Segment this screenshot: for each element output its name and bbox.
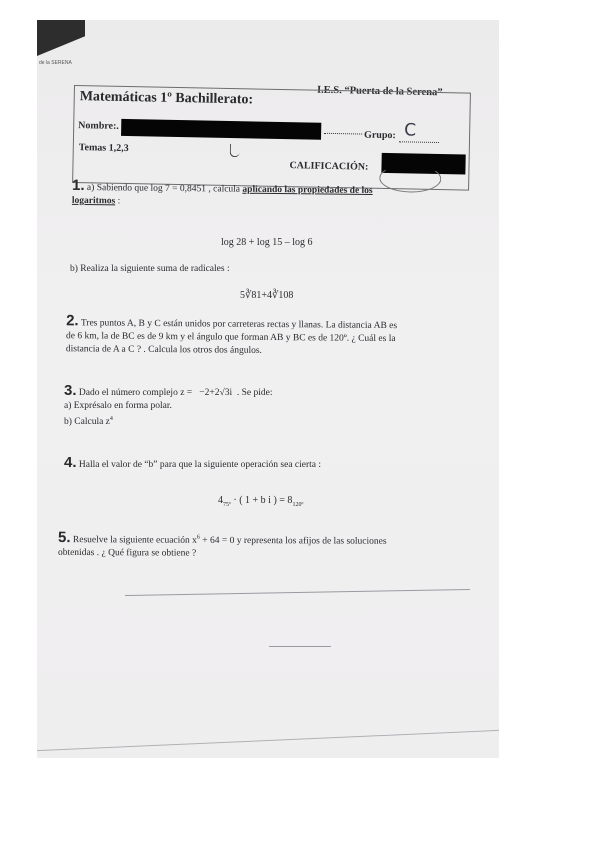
school-name: I.E.S. “Puerta de la Serena” [316, 84, 443, 99]
formula-base: 4 [218, 495, 223, 506]
q1a-colon: : [117, 196, 121, 207]
formula-sub-2: 120º [292, 502, 304, 508]
q2-line3: distancia de A a C ? . Calcula los otros dos ángulos. [65, 344, 262, 356]
exam-title: Matemáticas 1º Bachillerato: [79, 89, 254, 108]
q2-line1: Tres puntos A, B y C están unidos por carreteras rectas y llanas. La distancia AB es [80, 318, 398, 332]
q3-part-b: b) Calcula z [64, 417, 110, 428]
name-dots [324, 133, 362, 135]
group-value: C [403, 120, 417, 141]
question-number: 1. [72, 176, 85, 195]
pen-line-2 [269, 646, 331, 647]
question-5 [58, 531, 478, 562]
formula-complex [218, 495, 303, 508]
question-4 [64, 456, 464, 472]
q1a-text: a) Sabiendo que log 7 = 0,8451 , calcula [86, 183, 241, 195]
q3-intro: Dado el número complejo z = [78, 388, 193, 398]
q5-exponent: 6 [196, 534, 200, 541]
pen-line-1 [125, 589, 470, 596]
question-number: 2. [66, 312, 79, 330]
logo-caption: de la SERENA [39, 60, 72, 66]
pen-mark [230, 144, 240, 157]
question-number: 5. [57, 529, 71, 547]
formula-sub-1: 75º [223, 502, 231, 508]
question-2 [66, 314, 476, 360]
q5-line1b: + 64 = 0 y representa los afijos de las soluciones [199, 535, 387, 547]
q1a-emphasis: aplicando las propiedades de los [242, 184, 373, 197]
q3-exponent: 4 [109, 416, 113, 422]
redacted-name [121, 119, 321, 140]
q5-line1a: Resuelve la siguiente ecuación x [72, 535, 197, 546]
group-dots [399, 141, 439, 143]
question-1 [71, 176, 472, 212]
q1a-emphasis-2: logaritmos [71, 195, 116, 207]
exam-photo [37, 20, 499, 758]
q1b-text: b) Realiza la siguiente suma de radicales : [70, 264, 230, 274]
q2-line2: de 6 km, la de BC es de 9 km y el ángulo que forman AB y BC es de 120º. ¿ Cuál es la [65, 331, 396, 345]
formula-radicals: 5∛81+4∛108 [240, 290, 294, 301]
formula-log: log 28 + log 15 – log 6 [221, 237, 313, 248]
exam-header-box [72, 85, 471, 191]
grade-label: CALIFICACIÓN: [289, 160, 369, 173]
name-label: Nombre:. [78, 120, 119, 132]
q3-part-a: a) Exprésalo en forma polar. [64, 401, 172, 411]
table-edge [37, 730, 499, 751]
group-label: Grupo: [363, 129, 396, 142]
q3-complex-number: −2+2√3i [199, 388, 233, 398]
topics-label: Temas 1,2,3 [78, 142, 129, 155]
question-number: 3. [64, 382, 77, 399]
formula-middle: · ( 1 + b i ) = 8 [230, 495, 293, 506]
q5-line2: obtenidas . ¿ Qué figura se obtiene ? [57, 548, 197, 559]
school-logo [37, 20, 85, 56]
q3-se-pide: . Se pide: [236, 388, 273, 398]
q4-text: Halla el valor de “b” para que la siguiente operación sea cierta : [78, 460, 322, 470]
question-3 [64, 384, 464, 429]
question-number: 4. [64, 454, 77, 471]
